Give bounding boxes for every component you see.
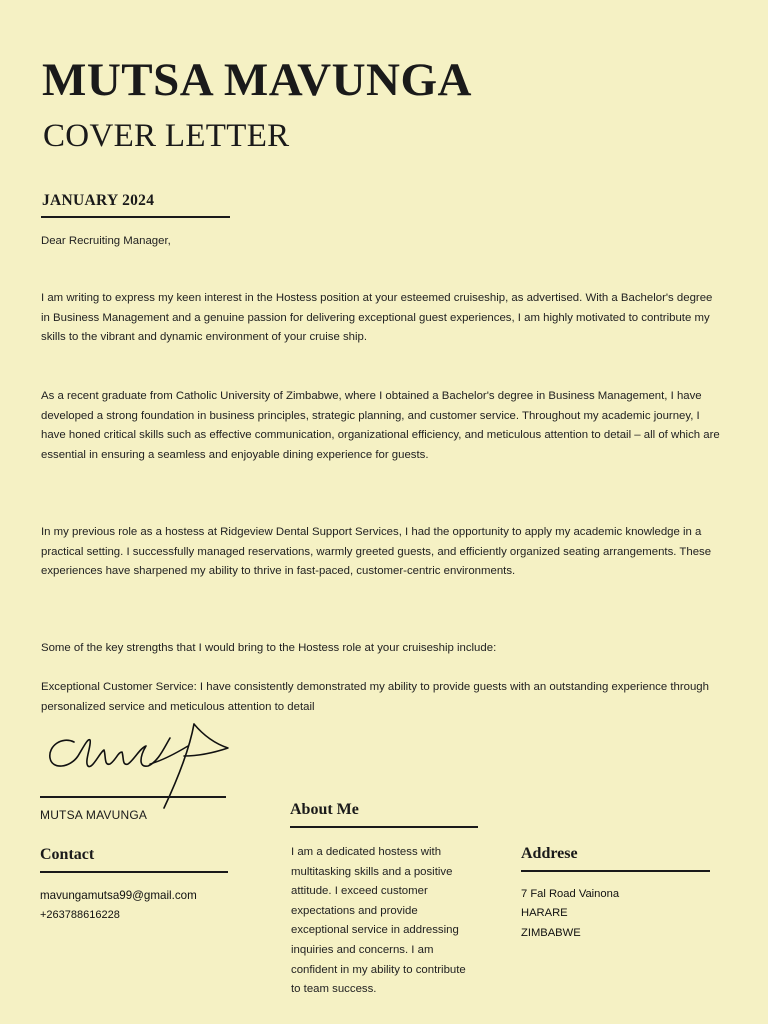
paragraph-intro: I am writing to express my keen interest in the Hostess position at your esteemed cruiseship, as advertised. With a Bachelor's degree in Business Management and a genuine passion for delivering exceptional guest experiences, I am highly motivated to contribute my skills to the vibrant and dynamic environment of your cruise ship. xyxy=(41,292,713,344)
contact-phone: +263788616228 xyxy=(40,909,120,921)
contact-underline xyxy=(40,871,228,873)
signature-line xyxy=(40,796,226,798)
about-heading: About Me xyxy=(290,801,359,818)
address-line-country: ZIMBABWE xyxy=(521,927,581,939)
handwritten-signature xyxy=(44,716,244,812)
paragraph-experience: In my previous role as a hostess at Ridgeview Dental Support Services, I had the opportunity to apply my academic knowledge in a practical setting. I successfully managed reservations, warmly greeted guests, and efficiently organized seating arrangements. These experiences have sharpened my ability to thrive in fast-paced, customer-centric environments. xyxy=(41,526,712,578)
paragraph-strengths-intro: Some of the key strengths that I would bring to the Hostess role at your cruiseship include: xyxy=(41,642,497,654)
contact-heading: Contact xyxy=(40,846,95,863)
address-underline xyxy=(521,870,710,872)
paragraph-education: As a recent graduate from Catholic University of Zimbabwe, where I obtained a Bachelor's degree in Business Management, I have developed a strong foundation in business principles, strategic planning, and customer service. Throughout my academic journey, I have honed critical skills such as effective communication, organizational efficiency, and meticulous attention to detail – all of which are essential in ensuring a seamless and enjoyable dining experience for guests. xyxy=(41,390,720,461)
address-line-city: HARARE xyxy=(521,907,568,919)
about-underline xyxy=(290,826,478,828)
contact-email: mavungamutsa99@gmail.com xyxy=(40,889,197,902)
document-title: COVER LETTER xyxy=(43,118,290,154)
date-underline xyxy=(41,216,230,218)
signature-name: MUTSA MAVUNGA xyxy=(40,808,148,822)
applicant-name: MUTSA MAVUNGA xyxy=(42,54,472,106)
salutation: Dear Recruiting Manager, xyxy=(41,235,171,247)
letter-date: JANUARY 2024 xyxy=(42,192,155,209)
about-text: I am a dedicated hostess with multitasking skills and a positive attitude. I exceed customer expectations and provide exceptional service in addressing inquiries and concerns. I am confident in my ability to contribute to team success. xyxy=(291,846,466,996)
address-heading: Addrese xyxy=(521,845,578,862)
paragraph-strength-customer-service: Exceptional Customer Service: I have consistently demonstrated my ability to provide guests with an outstanding experience through personalized service and meticulous attention to detail xyxy=(41,681,709,713)
address-line-street: 7 Fal Road Vainona xyxy=(521,888,620,900)
